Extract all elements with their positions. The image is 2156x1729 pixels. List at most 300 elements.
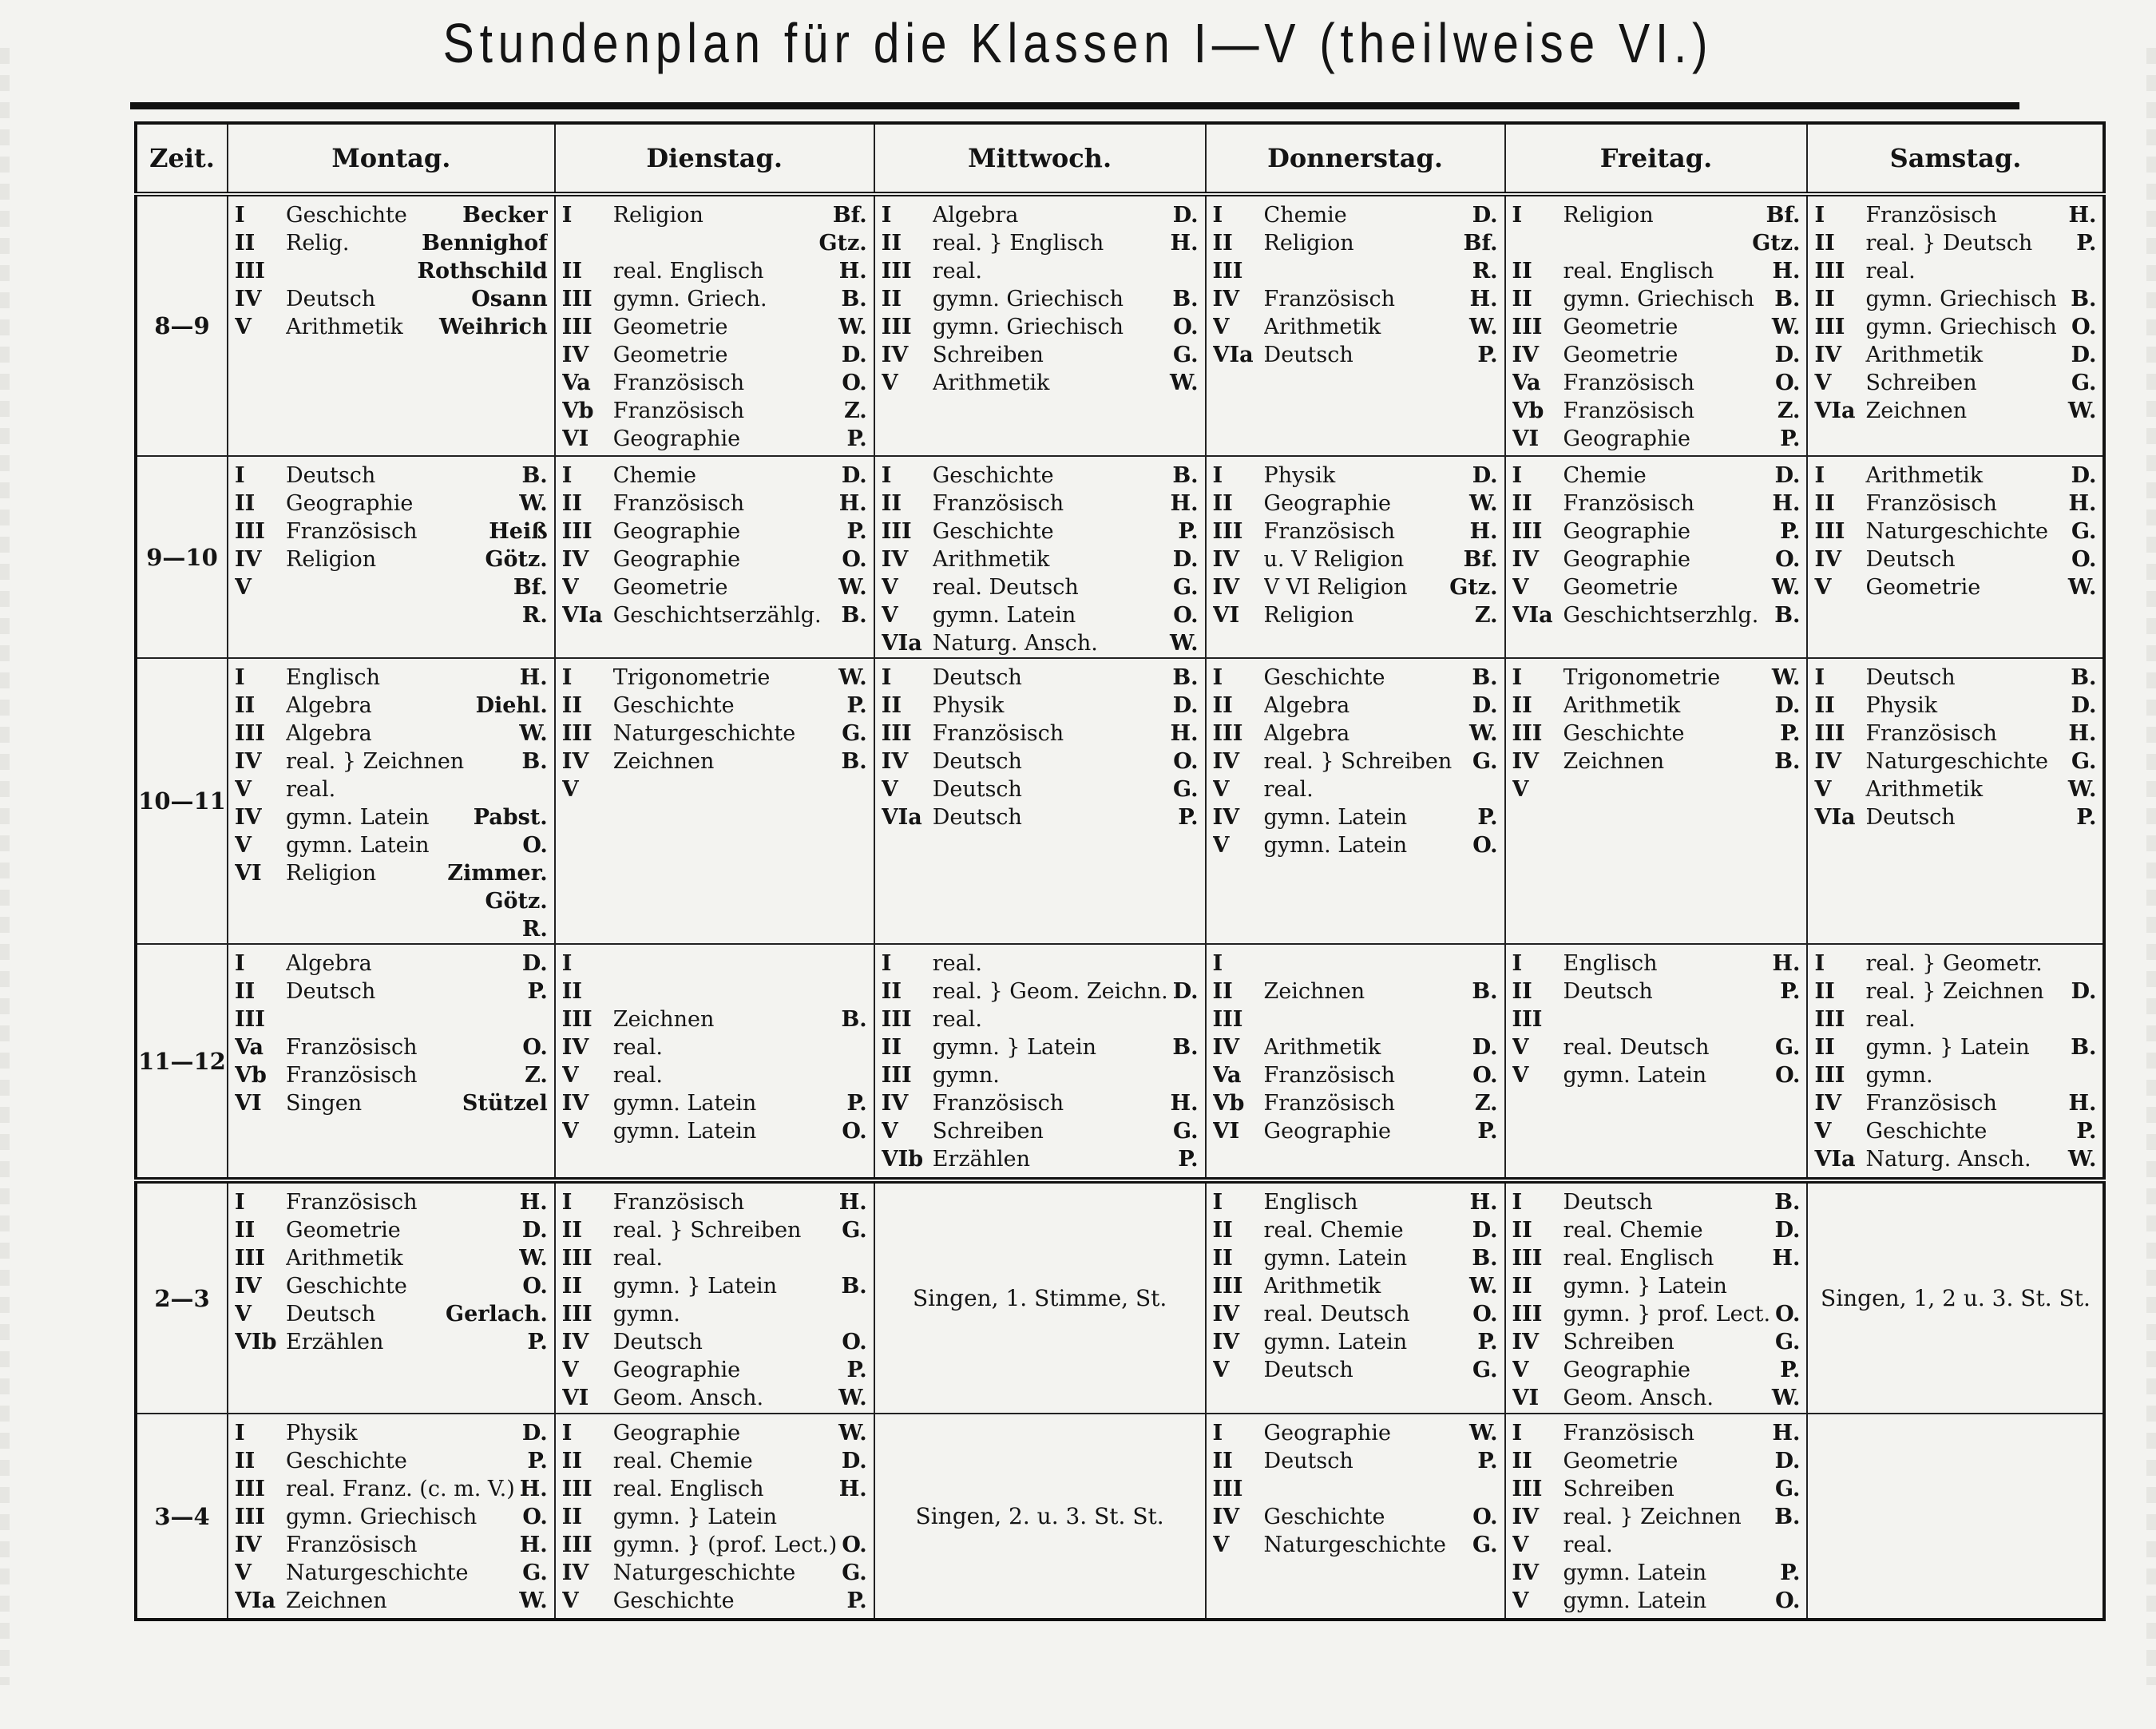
teacher: P. bbox=[846, 1588, 867, 1613]
subject: Zeichnen bbox=[1263, 979, 1365, 1004]
subject: Schreiben bbox=[932, 1119, 1044, 1144]
lesson-line bbox=[1512, 1300, 1801, 1328]
lesson-line bbox=[1512, 692, 1801, 720]
cell-freitag bbox=[1505, 658, 1808, 944]
class-label: VI bbox=[1512, 426, 1540, 451]
lesson-line bbox=[1512, 462, 1801, 490]
subject: Arithmetik bbox=[1865, 463, 1984, 488]
class-label: Vb bbox=[1212, 1091, 1245, 1116]
class-label: II bbox=[235, 979, 256, 1004]
teacher: H. bbox=[1469, 287, 1498, 311]
class-label: V bbox=[561, 1358, 579, 1382]
lesson-line bbox=[1512, 1188, 1801, 1216]
lesson-line bbox=[1213, 1300, 1498, 1328]
time-row bbox=[136, 658, 2104, 944]
subject: real. } Englisch bbox=[932, 231, 1104, 256]
cell-freitag bbox=[1505, 194, 1808, 456]
teacher: D. bbox=[2071, 979, 2097, 1004]
class-label: II bbox=[881, 287, 902, 311]
teacher: W. bbox=[838, 665, 867, 690]
teacher: D. bbox=[2071, 343, 2097, 367]
subject: Geographie bbox=[1263, 491, 1391, 516]
subject: Naturg. Ansch. bbox=[932, 631, 1098, 656]
subject: gymn. Latein bbox=[612, 1119, 757, 1144]
teacher: Z. bbox=[1474, 603, 1498, 628]
left-page-edge bbox=[0, 48, 10, 1685]
class-label: III bbox=[561, 1477, 593, 1501]
lesson-line bbox=[562, 545, 867, 573]
lesson-line bbox=[882, 748, 1199, 775]
lesson-line bbox=[1213, 664, 1498, 692]
lesson-line bbox=[235, 1559, 548, 1587]
class-label: VIa bbox=[1814, 399, 1856, 423]
teacher: P. bbox=[527, 1449, 548, 1473]
subject: real. Deutsch bbox=[1563, 1035, 1710, 1060]
lesson-line bbox=[235, 462, 548, 490]
lesson-line bbox=[562, 1475, 867, 1503]
lesson-line bbox=[1213, 950, 1498, 978]
schedule-table bbox=[134, 121, 2106, 1621]
cell-samstag bbox=[1807, 944, 2104, 1180]
class-label: IV bbox=[1814, 1091, 1842, 1116]
teacher: W. bbox=[838, 1421, 867, 1445]
lesson-line bbox=[1512, 341, 1801, 369]
class-label: I bbox=[561, 1190, 573, 1215]
class-label: II bbox=[1512, 979, 1532, 1004]
class-label: II bbox=[1814, 491, 1835, 516]
lesson-line bbox=[1213, 720, 1498, 748]
subject: gymn. bbox=[1865, 1063, 1933, 1088]
time-row bbox=[136, 194, 2104, 456]
class-label: II bbox=[881, 693, 902, 718]
subject: real. bbox=[932, 259, 982, 284]
subject: Naturg. Ansch. bbox=[1865, 1147, 2031, 1172]
lesson-line bbox=[1814, 285, 2096, 313]
teacher: O. bbox=[842, 547, 867, 572]
teacher: Heiß bbox=[489, 519, 548, 544]
subject: Deutsch bbox=[932, 749, 1022, 774]
class-label: V bbox=[561, 1588, 579, 1613]
header-row bbox=[136, 123, 2104, 194]
cell-montag bbox=[228, 1180, 555, 1414]
class-label: V bbox=[1814, 371, 1832, 395]
subject: Physik bbox=[1263, 463, 1336, 488]
class-label: III bbox=[235, 1246, 265, 1271]
cell-mittwoch bbox=[874, 1414, 1206, 1620]
cell-donnerstag bbox=[1206, 944, 1505, 1180]
class-label: VI bbox=[1512, 1386, 1540, 1410]
teacher: O. bbox=[1173, 749, 1199, 774]
class-label: III bbox=[881, 721, 912, 746]
subject: Französisch bbox=[1563, 1421, 1695, 1445]
lesson-line bbox=[235, 978, 548, 1005]
cell-mittwoch bbox=[874, 658, 1206, 944]
lesson-line bbox=[1213, 748, 1498, 775]
teacher: B. bbox=[1774, 749, 1801, 774]
teacher: D. bbox=[1774, 463, 1801, 488]
subject: Deutsch bbox=[1865, 665, 1956, 690]
class-label: I bbox=[1814, 463, 1825, 488]
class-label: II bbox=[1814, 979, 1835, 1004]
teacher: H. bbox=[1469, 519, 1498, 544]
class-label: I bbox=[1212, 665, 1223, 690]
teacher: O. bbox=[842, 371, 867, 395]
subject: gymn. } prof. Lect. bbox=[1563, 1302, 1771, 1326]
subject: Geometrie bbox=[612, 575, 728, 600]
lesson-line bbox=[1512, 978, 1801, 1005]
teacher: P. bbox=[1477, 343, 1498, 367]
class-label: I bbox=[1212, 203, 1223, 228]
teacher: W. bbox=[519, 721, 548, 746]
teacher: D. bbox=[1472, 693, 1498, 718]
class-label: V bbox=[1512, 1035, 1529, 1060]
lesson-line bbox=[1512, 285, 1801, 313]
teacher: H. bbox=[519, 1190, 548, 1215]
subject: gymn. Latein bbox=[1263, 805, 1408, 830]
lesson-line bbox=[235, 229, 548, 257]
subject: Französisch bbox=[1865, 203, 1997, 228]
lesson-line bbox=[1512, 950, 1801, 978]
lesson-line bbox=[235, 490, 548, 518]
subject: Französisch bbox=[286, 1035, 418, 1060]
subject: gymn. } Latein bbox=[932, 1035, 1097, 1060]
lesson-line bbox=[1213, 1244, 1498, 1272]
lesson-line bbox=[562, 720, 867, 748]
class-label: V bbox=[235, 1560, 252, 1585]
teacher: D. bbox=[841, 463, 867, 488]
class-label: IV bbox=[1814, 749, 1842, 774]
subject: Französisch bbox=[932, 491, 1064, 516]
teacher: Zimmer. bbox=[447, 861, 548, 886]
lesson-line bbox=[1213, 1117, 1498, 1145]
lesson-line bbox=[1814, 369, 2096, 397]
subject: Geometrie bbox=[1563, 1449, 1678, 1473]
lesson-line bbox=[235, 201, 548, 229]
class-label: I bbox=[561, 463, 573, 488]
lesson-line bbox=[562, 1216, 867, 1244]
teacher: Pabst. bbox=[473, 805, 548, 830]
lesson-line bbox=[235, 1188, 548, 1216]
subject: Algebra bbox=[1263, 721, 1350, 746]
cell-dienstag bbox=[555, 1414, 874, 1620]
subject: Deutsch bbox=[1263, 1358, 1353, 1382]
lesson-line bbox=[1213, 1531, 1498, 1559]
class-label: IV bbox=[1212, 547, 1240, 572]
class-label: IV bbox=[235, 805, 262, 830]
lesson-line bbox=[1213, 1033, 1498, 1061]
class-label: Vb bbox=[561, 399, 594, 423]
lesson-line bbox=[1512, 1033, 1801, 1061]
subject: Geschichte bbox=[1263, 665, 1385, 690]
class-label: V bbox=[881, 575, 898, 600]
class-label: Va bbox=[235, 1035, 264, 1060]
class-label: II bbox=[1212, 1218, 1233, 1243]
lesson-line bbox=[882, 573, 1199, 601]
class-label: I bbox=[1814, 665, 1825, 690]
subject: Englisch bbox=[286, 665, 381, 690]
class-label: I bbox=[1212, 951, 1223, 976]
class-label: III bbox=[561, 721, 593, 746]
class-label: III bbox=[1212, 1477, 1243, 1501]
class-label: I bbox=[561, 951, 573, 976]
teacher: P. bbox=[1178, 1147, 1199, 1172]
subject: real. bbox=[286, 777, 336, 802]
lesson-line bbox=[1814, 803, 2096, 831]
time-slot: 9—10 bbox=[136, 456, 228, 658]
subject: Deutsch bbox=[1865, 805, 1956, 830]
class-label: III bbox=[1512, 1302, 1543, 1326]
lesson-line bbox=[1512, 397, 1801, 425]
teacher: P. bbox=[1780, 1358, 1801, 1382]
lesson-line bbox=[1512, 257, 1801, 285]
teacher: B. bbox=[2071, 1035, 2097, 1060]
class-label: III bbox=[561, 1007, 593, 1032]
lesson-line bbox=[882, 775, 1199, 803]
class-label: IV bbox=[881, 343, 909, 367]
header-donnerstag: Donnerstag. bbox=[1206, 123, 1505, 194]
lesson-line bbox=[1512, 1503, 1801, 1531]
subject: Französisch bbox=[1865, 1091, 1997, 1116]
subject: Deutsch bbox=[286, 287, 376, 311]
class-label: II bbox=[1212, 979, 1233, 1004]
class-label: III bbox=[235, 1505, 265, 1529]
subject: Physik bbox=[1865, 693, 1938, 718]
lesson-line bbox=[235, 692, 548, 720]
subject: Französisch bbox=[932, 721, 1064, 746]
subject: Deutsch bbox=[1865, 547, 1956, 572]
class-label: VI bbox=[561, 1386, 589, 1410]
subject: Geographie bbox=[612, 547, 741, 572]
class-label: Va bbox=[561, 371, 591, 395]
class-label: III bbox=[235, 1007, 265, 1032]
lesson-line bbox=[235, 915, 548, 943]
class-label: III bbox=[881, 259, 912, 284]
subject: Deutsch bbox=[286, 979, 376, 1004]
class-label: I bbox=[235, 1421, 245, 1445]
subject: Geschichtserzhlg. bbox=[1563, 603, 1759, 628]
cell-montag bbox=[228, 944, 555, 1180]
class-label: III bbox=[1814, 519, 1845, 544]
subject: Französisch bbox=[1263, 1091, 1396, 1116]
subject: Deutsch bbox=[286, 1302, 376, 1326]
teacher: O. bbox=[1775, 1302, 1801, 1326]
time-row bbox=[136, 456, 2104, 658]
class-label: V bbox=[1212, 833, 1230, 858]
subject: Deutsch bbox=[1563, 979, 1653, 1004]
subject: Geographie bbox=[1263, 1421, 1391, 1445]
class-label: II bbox=[561, 259, 582, 284]
class-label: V bbox=[1512, 575, 1529, 600]
teacher: G. bbox=[1472, 749, 1498, 774]
lesson-line bbox=[1213, 1419, 1498, 1447]
teacher: B. bbox=[2071, 665, 2097, 690]
teacher: W. bbox=[1469, 1274, 1498, 1299]
teacher: B. bbox=[1472, 665, 1498, 690]
cell-mittwoch bbox=[874, 456, 1206, 658]
teacher: G. bbox=[2071, 371, 2097, 395]
class-label: IV bbox=[561, 547, 589, 572]
subject: Englisch bbox=[1563, 951, 1658, 976]
lesson-line bbox=[1213, 1005, 1498, 1033]
subject: Französisch bbox=[612, 371, 745, 395]
subject: Algebra bbox=[932, 203, 1019, 228]
teacher: D. bbox=[1172, 547, 1199, 572]
lesson-line bbox=[1814, 1005, 2096, 1033]
teacher: Bf. bbox=[1766, 203, 1801, 228]
lesson-line bbox=[562, 1188, 867, 1216]
lesson-line bbox=[235, 950, 548, 978]
teacher: Z. bbox=[1777, 399, 1801, 423]
subject: real. bbox=[1865, 259, 1916, 284]
cell-montag bbox=[228, 658, 555, 944]
subject: real. } Zeichnen bbox=[286, 749, 465, 774]
class-label: IV bbox=[1212, 1035, 1240, 1060]
subject: Französisch bbox=[286, 1190, 418, 1215]
class-label: III bbox=[1512, 1007, 1543, 1032]
class-label: III bbox=[561, 1246, 593, 1271]
cell-dienstag bbox=[555, 658, 874, 944]
cell-dienstag bbox=[555, 194, 874, 456]
teacher: H. bbox=[519, 1533, 548, 1557]
lesson-line bbox=[562, 1328, 867, 1356]
subject: gymn. Latein bbox=[1563, 1063, 1707, 1088]
lesson-line bbox=[882, 1005, 1199, 1033]
teacher: Z. bbox=[844, 399, 867, 423]
lesson-line bbox=[882, 285, 1199, 313]
class-label: II bbox=[1212, 1449, 1233, 1473]
lesson-line bbox=[562, 285, 867, 313]
teacher: H. bbox=[1772, 1421, 1801, 1445]
teacher: H. bbox=[838, 259, 867, 284]
teacher: W. bbox=[519, 1246, 548, 1271]
class-label: II bbox=[1212, 693, 1233, 718]
lesson-line bbox=[882, 692, 1199, 720]
class-label: V bbox=[1512, 1533, 1529, 1557]
lesson-line bbox=[562, 775, 867, 803]
teacher: D. bbox=[1774, 1218, 1801, 1243]
class-label: III bbox=[1212, 259, 1243, 284]
lesson-line bbox=[562, 1559, 867, 1587]
class-label: V bbox=[561, 1119, 579, 1144]
lesson-line bbox=[562, 1005, 867, 1033]
teacher: O. bbox=[1173, 315, 1199, 339]
class-label: III bbox=[1814, 721, 1845, 746]
teacher: P. bbox=[846, 1091, 867, 1116]
lesson-line bbox=[562, 425, 867, 453]
teacher: D. bbox=[1472, 203, 1498, 228]
lesson-line bbox=[562, 257, 867, 285]
class-label: III bbox=[881, 315, 912, 339]
teacher: H. bbox=[1170, 1091, 1199, 1116]
class-label: II bbox=[1512, 1274, 1532, 1299]
class-label: II bbox=[561, 1505, 582, 1529]
class-label: II bbox=[1814, 231, 1835, 256]
lesson-line bbox=[235, 775, 548, 803]
teacher: Bf. bbox=[1463, 231, 1498, 256]
lesson-line bbox=[562, 748, 867, 775]
subject: gymn. Latein bbox=[286, 805, 430, 830]
subject: Geschichte bbox=[286, 1274, 407, 1299]
lesson-line bbox=[1213, 229, 1498, 257]
teacher: O. bbox=[2071, 547, 2097, 572]
teacher: P. bbox=[1477, 1449, 1498, 1473]
class-label: III bbox=[1212, 519, 1243, 544]
class-label: IV bbox=[1814, 547, 1842, 572]
class-label: I bbox=[561, 1421, 573, 1445]
lesson-line bbox=[882, 629, 1199, 657]
teacher: W. bbox=[838, 315, 867, 339]
class-label: V bbox=[881, 777, 898, 802]
subject: Geographie bbox=[1563, 547, 1690, 572]
teacher: D. bbox=[1774, 1449, 1801, 1473]
teacher: Stützel bbox=[462, 1091, 548, 1116]
lesson-line bbox=[235, 1587, 548, 1615]
lesson-line bbox=[562, 1272, 867, 1300]
teacher: P. bbox=[1178, 519, 1199, 544]
subject: Algebra bbox=[1263, 693, 1350, 718]
cell-mittwoch bbox=[874, 194, 1206, 456]
class-label: V bbox=[235, 777, 252, 802]
lesson-line bbox=[882, 229, 1199, 257]
subject: Geschichtserzählg. bbox=[612, 603, 822, 628]
class-label: V bbox=[1212, 1533, 1230, 1557]
teacher: D. bbox=[1774, 693, 1801, 718]
teacher: O. bbox=[522, 833, 548, 858]
class-label: Va bbox=[1212, 1063, 1242, 1088]
teacher: D. bbox=[2071, 693, 2097, 718]
class-label: I bbox=[1512, 665, 1523, 690]
lesson-line bbox=[1213, 1272, 1498, 1300]
lesson-line bbox=[235, 1300, 548, 1328]
teacher: H. bbox=[2068, 203, 2097, 228]
subject: real. Englisch bbox=[612, 1477, 764, 1501]
lesson-line bbox=[235, 1328, 548, 1356]
subject: Geschichte bbox=[286, 1449, 407, 1473]
teacher: O. bbox=[522, 1505, 548, 1529]
lesson-line bbox=[562, 1300, 867, 1328]
cell-montag bbox=[228, 194, 555, 456]
lesson-line bbox=[562, 490, 867, 518]
class-label: VIb bbox=[881, 1147, 924, 1172]
subject: Deutsch bbox=[1263, 343, 1353, 367]
class-label: V bbox=[881, 371, 898, 395]
subject: gymn. bbox=[612, 1302, 680, 1326]
lesson-line bbox=[235, 1216, 548, 1244]
class-label: V bbox=[561, 777, 579, 802]
lesson-line bbox=[1814, 257, 2096, 285]
teacher: B. bbox=[2071, 287, 2097, 311]
subject: Schreiben bbox=[1563, 1330, 1674, 1354]
lesson-line bbox=[1512, 664, 1801, 692]
class-label: II bbox=[1212, 491, 1233, 516]
class-label: VI bbox=[235, 861, 262, 886]
cell-freitag bbox=[1505, 944, 1808, 1180]
subject: Schreiben bbox=[932, 343, 1044, 367]
class-label: V bbox=[1512, 1588, 1529, 1613]
subject: Geographie bbox=[612, 519, 741, 544]
subject: Französisch bbox=[286, 1063, 418, 1088]
lesson-line bbox=[562, 397, 867, 425]
time-row bbox=[136, 944, 2104, 1180]
lesson-line bbox=[235, 1244, 548, 1272]
subject: Zeichnen bbox=[1865, 399, 1968, 423]
teacher: W. bbox=[1771, 665, 1801, 690]
teacher: P. bbox=[2076, 1119, 2097, 1144]
class-label: VI bbox=[235, 1091, 262, 1116]
subject: Arithmetik bbox=[1865, 343, 1984, 367]
subject: Französisch bbox=[1865, 491, 1997, 516]
lesson-line bbox=[882, 601, 1199, 629]
